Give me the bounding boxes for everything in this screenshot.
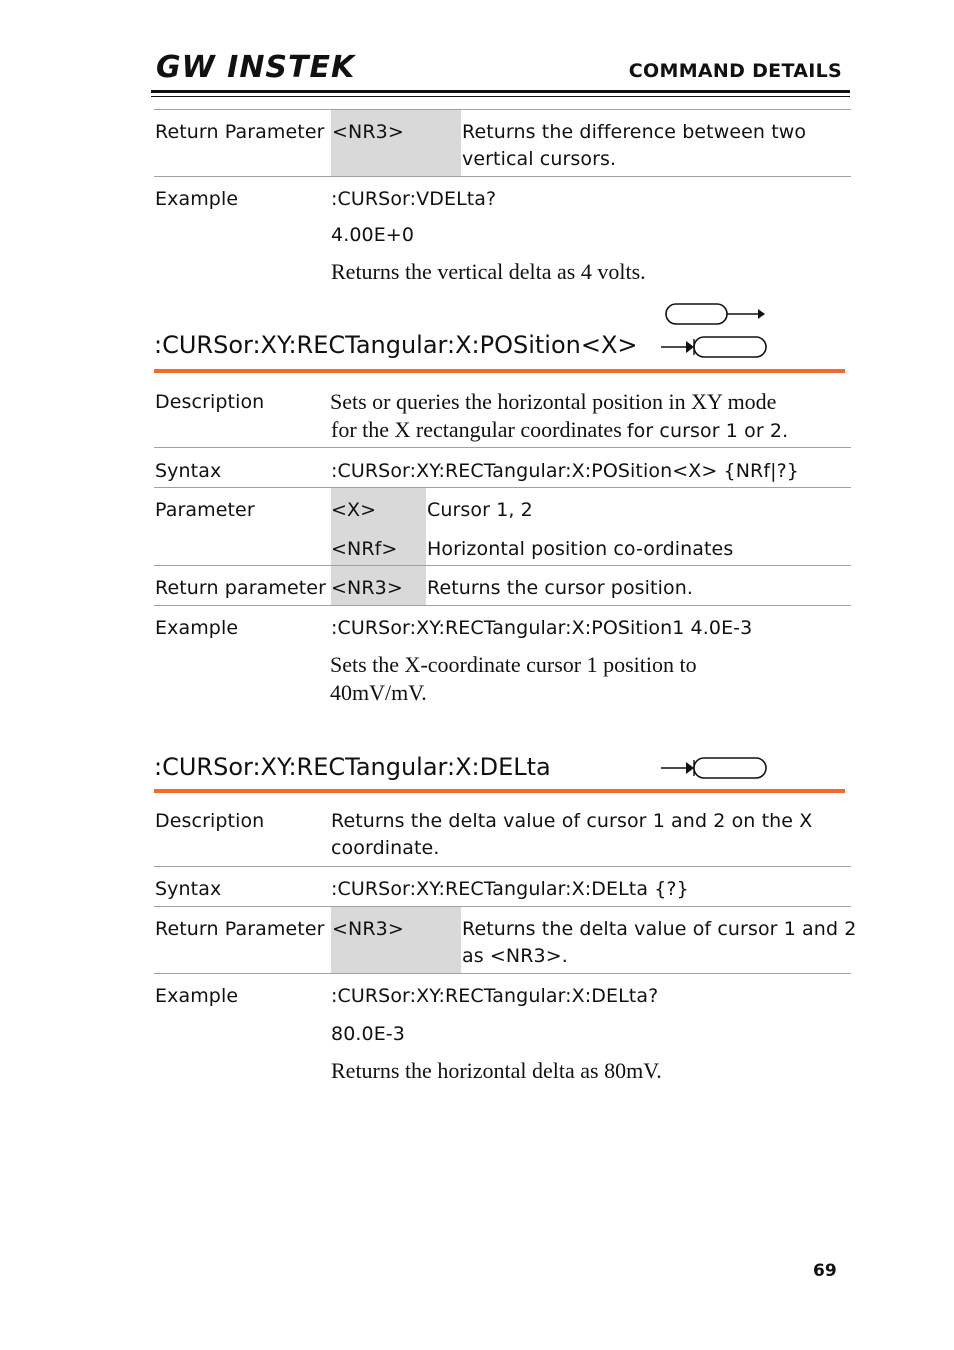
return-description: Returns the difference between two bbox=[462, 121, 807, 143]
header-rule-thin bbox=[151, 96, 850, 97]
syntax-text: :CURSor:XY:RECTangular:X:DELta {?} bbox=[331, 878, 689, 900]
description-text: Returns the delta value of cursor 1 and 2 on the X bbox=[331, 810, 813, 832]
example-command: :CURSor:XY:RECTangular:X:DELta? bbox=[331, 985, 659, 1007]
return-description-cont: vertical cursors. bbox=[462, 148, 617, 170]
heading-underline bbox=[154, 369, 845, 373]
example-value: 80.0E-3 bbox=[331, 1023, 405, 1045]
return-parameter-label: Return parameter bbox=[155, 577, 326, 599]
description-label: Description bbox=[155, 810, 265, 832]
description-sans-part: for cursor 1 or 2. bbox=[626, 420, 789, 442]
example-description: Sets the X-coordinate cursor 1 position to bbox=[330, 652, 697, 677]
query-command-icon bbox=[660, 756, 768, 782]
type-cell-shade bbox=[331, 907, 461, 973]
example-description: Returns the vertical delta as 4 volts. bbox=[331, 259, 646, 284]
brand-logo: GW INSTEK bbox=[156, 50, 356, 85]
example-command: :CURSor:VDELta? bbox=[331, 188, 497, 210]
syntax-label: Syntax bbox=[155, 460, 222, 482]
example-command: :CURSor:XY:RECTangular:X:POSition1 4.0E-3 bbox=[331, 617, 753, 639]
type-cell-shade bbox=[331, 110, 461, 176]
divider bbox=[154, 109, 851, 110]
example-label: Example bbox=[155, 188, 239, 210]
divider bbox=[154, 605, 851, 606]
param-name: <NRf> bbox=[331, 538, 398, 560]
param-name: <X> bbox=[331, 499, 377, 521]
return-type: <NR3> bbox=[331, 577, 403, 599]
example-label: Example bbox=[155, 617, 239, 639]
divider bbox=[154, 973, 851, 974]
divider bbox=[154, 565, 851, 566]
description-label: Description bbox=[155, 391, 265, 413]
command-heading: :CURSor:XY:RECTangular:X:DELta bbox=[154, 753, 551, 781]
param-desc: Horizontal position co-ordinates bbox=[427, 538, 734, 560]
return-type: <NR3> bbox=[332, 121, 404, 143]
divider bbox=[154, 906, 851, 907]
description-text: Sets or queries the horizontal position in XY mode bbox=[330, 389, 777, 414]
parameter-label: Parameter bbox=[155, 499, 255, 521]
syntax-text: :CURSor:XY:RECTangular:X:POSition<X> {NRf|?} bbox=[331, 460, 799, 482]
return-description: Returns the delta value of cursor 1 and 2 bbox=[462, 918, 857, 940]
divider bbox=[154, 447, 851, 448]
page-number: 69 bbox=[813, 1261, 837, 1281]
set-command-icon bbox=[662, 302, 766, 330]
param-desc: Cursor 1, 2 bbox=[427, 499, 533, 521]
return-parameter-label: Return Parameter bbox=[155, 918, 325, 940]
divider bbox=[154, 487, 851, 488]
example-description-cont: 40mV/mV. bbox=[330, 680, 427, 705]
description-text-cont bbox=[331, 417, 788, 443]
return-type: <NR3> bbox=[332, 918, 404, 940]
command-heading: :CURSor:XY:RECTangular:X:POSition<X> bbox=[154, 331, 638, 359]
return-parameter-label: Return Parameter bbox=[155, 121, 325, 143]
description-text-cont: coordinate. bbox=[331, 837, 440, 859]
syntax-label: Syntax bbox=[155, 878, 222, 900]
example-value: 4.00E+0 bbox=[331, 224, 415, 246]
divider bbox=[154, 866, 851, 867]
example-description: Returns the horizontal delta as 80mV. bbox=[331, 1058, 662, 1083]
section-title: COMMAND DETAILS bbox=[628, 60, 842, 82]
heading-underline bbox=[154, 789, 845, 793]
example-label: Example bbox=[155, 985, 239, 1007]
return-description: Returns the cursor position. bbox=[427, 577, 693, 599]
return-description-cont: as <NR3>. bbox=[462, 945, 568, 967]
query-command-icon bbox=[660, 335, 768, 361]
divider bbox=[154, 176, 851, 177]
header-rule bbox=[151, 90, 850, 93]
description-serif-part: for the X rectangular coordinates bbox=[331, 417, 622, 442]
